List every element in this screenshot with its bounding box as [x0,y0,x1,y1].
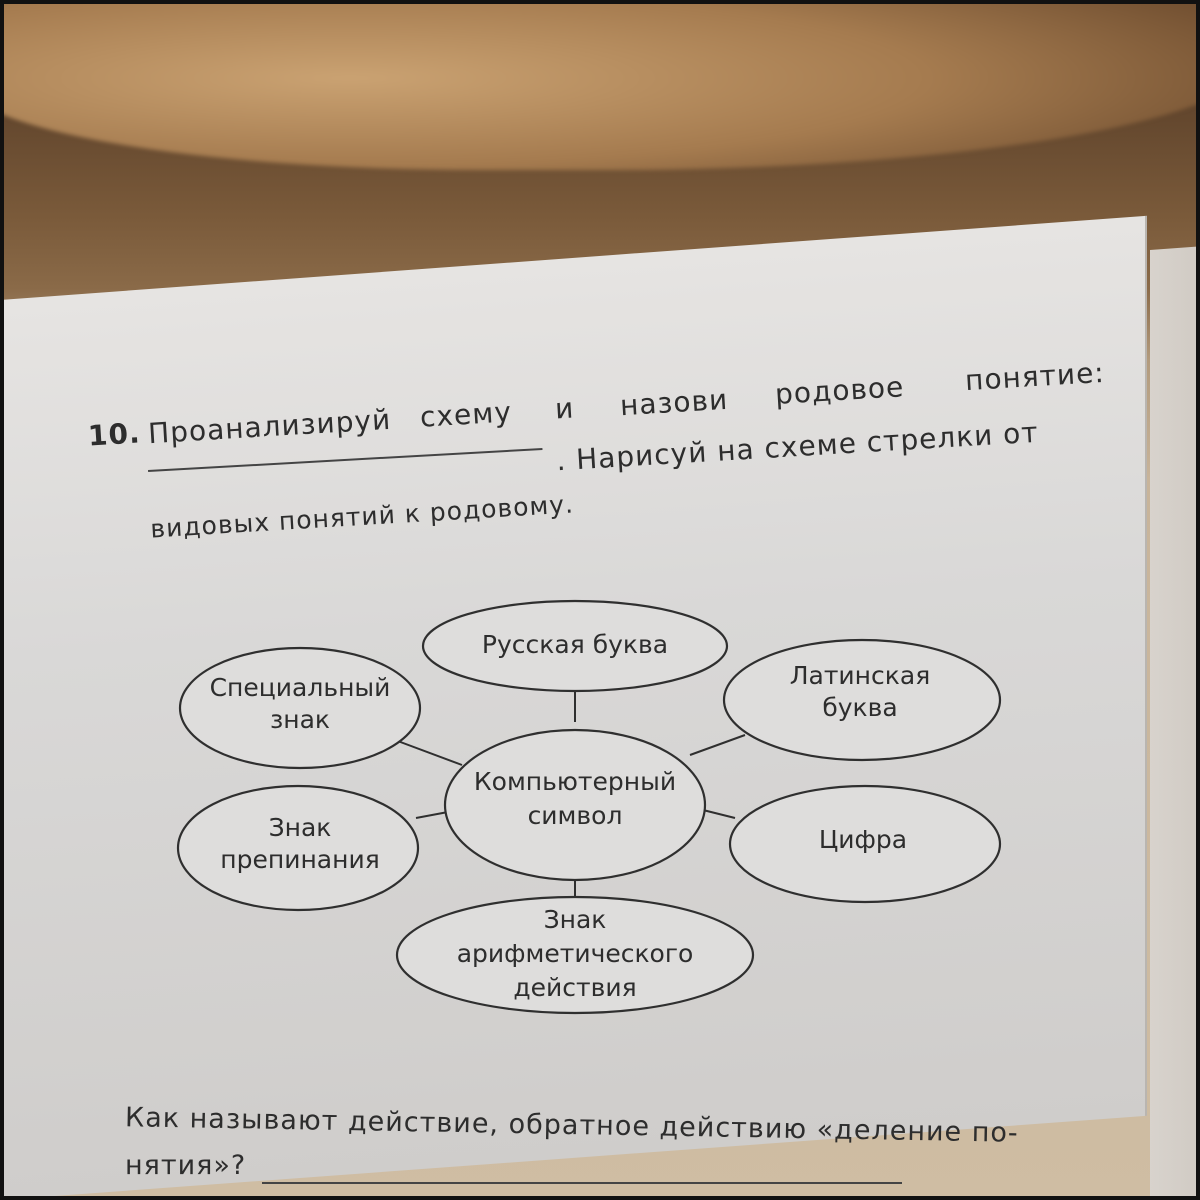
task-number: 10. [87,416,142,453]
task-word-5: родовое [774,370,906,411]
center-label-2: символ [527,801,623,830]
task-word-4: назови [619,382,730,423]
task-line-2: . Нарисуй на схеме стрелки от [555,415,1040,478]
task-word-3: и [554,391,576,426]
node-label-digit: Цифра [818,825,908,854]
center-label-1: Компьютерный [473,767,677,796]
node-label-punctuation-1: Знак [268,813,332,842]
node-label-special-sign-2: знак [269,705,331,734]
connector-top-right [690,735,745,755]
node-label-latin-letter-1: Латинская [789,661,931,690]
task-word-2: схему [419,395,513,434]
task-word-1: Проанализируй [147,402,393,451]
answer-blank-2[interactable] [262,1182,902,1184]
node-label-russian-letter: Русская буква [481,630,669,659]
question-line-1: Как называют действие, обратное действию «деление по- [124,1102,1019,1149]
task-line-3: видовых понятий к родовому. [149,489,575,544]
node-label-arithmetic-1: Знак [543,905,607,934]
connector-bottom-left [416,812,448,818]
connector-top-left [395,740,462,765]
node-label-arithmetic-3: действия [513,973,637,1002]
connector-bottom-right [703,810,735,818]
node-label-special-sign-1: Специальный [209,673,391,702]
question-line-2: нятия»? [125,1150,247,1181]
task-word-6: понятие: [964,355,1106,398]
node-label-punctuation-2: препинания [220,845,380,874]
node-label-latin-letter-2: буква [822,693,898,722]
node-label-arithmetic-2: арифметического [456,939,694,968]
